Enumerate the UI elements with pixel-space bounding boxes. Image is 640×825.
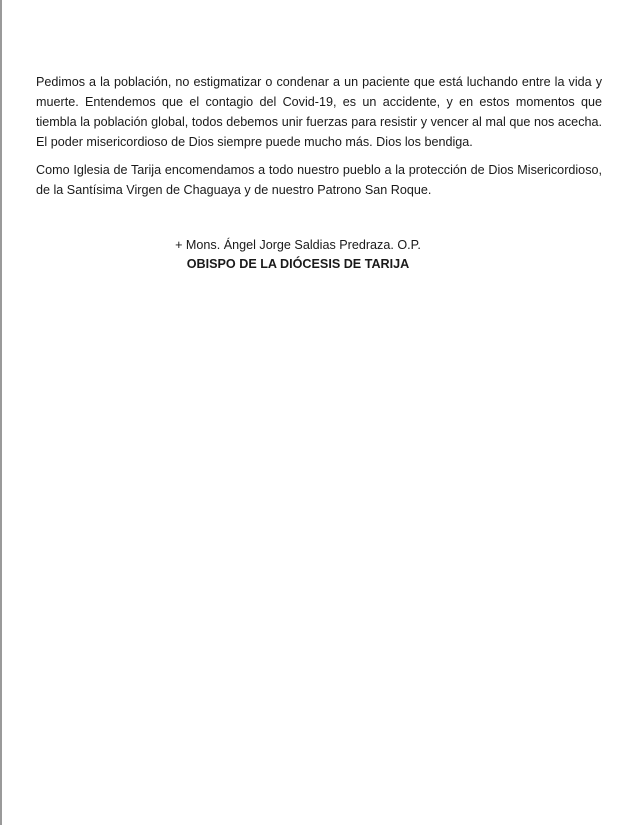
- page-left-edge: [0, 0, 2, 825]
- paragraph-protection-prayer: Como Iglesia de Tarija encomendamos a todo nuestro pueblo a la protección de Dios Misericordioso, de la Santísima Virgen de Chaguaya y de nuestro Patrono San Roque.: [36, 163, 602, 197]
- paragraph-stigma-appeal: Pedimos a la población, no estigmatizar o condenar a un paciente que está luchando entre la vida y muerte. Entendemos que el contagio del Covid-19, es un accidente, y en estos momentos que tiembla la población global, todos debemos unir fuerzas para resistir y vencer al mal que nos acecha. El poder misericordioso de Dios siempre puede mucho más. Dios los bendiga.: [36, 75, 602, 149]
- signature-block: [0, 236, 596, 274]
- signatory-name: + Mons. Ángel Jorge Saldias Predraza. O.P.: [175, 238, 421, 252]
- signatory-title: OBISPO DE LA DIÓCESIS DE TARIJA: [186, 257, 410, 271]
- document-body: [36, 72, 602, 208]
